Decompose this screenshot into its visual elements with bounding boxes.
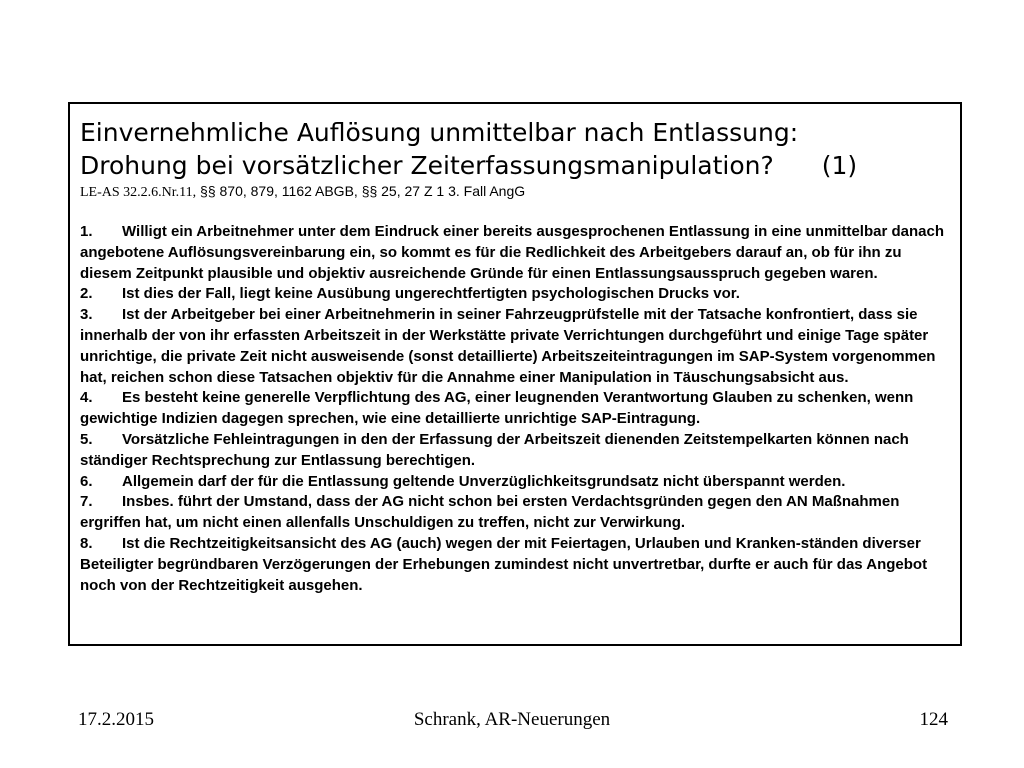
title-line-2 — [80, 149, 950, 182]
point-item — [80, 305, 950, 388]
title-line-2-text: Drohung bei vorsätzlicher Zeiterfassungsmanipulation? — [80, 151, 774, 180]
point-number: 4. — [80, 389, 93, 407]
point-item — [80, 388, 950, 430]
point-number: 7. — [80, 493, 93, 511]
slide-title — [80, 116, 950, 182]
point-item — [80, 534, 950, 596]
point-number: 8. — [80, 534, 93, 552]
point-item — [80, 472, 950, 493]
legal-citation — [80, 182, 950, 202]
point-text: Allgemein darf der für die Entlassung geltende Unverzüglichkeitsgrundsatz nicht überspannt werden. — [122, 472, 846, 490]
footer-page-number: 124 — [919, 709, 948, 730]
footer-date: 17.2.2015 — [78, 709, 154, 730]
citation-statutes: §§ 870, 879, 1162 ABGB, §§ 25, 27 Z 1 3. Fall AngG — [196, 183, 526, 199]
point-text: Willigt ein Arbeitnehmer unter dem Eindruck einer bereits ausgesprochenen Entlassung in eine unmittelbar danach angebotene Auflösungsvereinbarung ein, so kommt es für die Redlichkeit des Arbeitgebers darauf an, ob für ihn zu diesem Zeitpunkt plausible und objektiv ausreichende Gründe für einen Entlassungsausspruch gegeben waren. — [80, 223, 944, 282]
point-text: Ist dies der Fall, liegt keine Ausübung ungerechtfertigten psychologischen Drucks vor. — [122, 285, 740, 303]
point-item — [80, 284, 950, 305]
point-text: Insbes. führt der Umstand, dass der AG nicht schon bei ersten Verdachtsgründen gegen den AN Maßnahmen ergriffen hat, um nicht einen allenfalls Unschuldigen zu treffen, nicht zur Verwirkung. — [80, 493, 900, 532]
point-item — [80, 430, 950, 472]
point-item — [80, 492, 950, 534]
point-text: Ist die Rechtzeitigkeitsansicht des AG (auch) wegen der mit Feiertagen, Urlauben und Kranken-ständen diverser Beteiligter begründbaren Verzögerungen der Erhebungen zumindest nicht unvertretbar, durfte er auch für das Angebot noch von der Rechtzeitigkeit ausgehen. — [80, 534, 928, 594]
title-number: (1) — [821, 151, 858, 180]
point-number: 5. — [80, 430, 93, 448]
points-list — [80, 222, 950, 596]
point-number: 6. — [80, 472, 93, 490]
citation-reference: LE-AS 32.2.6.Nr.11, — [80, 185, 197, 200]
point-number: 3. — [80, 306, 93, 324]
point-text: Vorsätzliche Fehleintragungen in den der Erfassung der Arbeitszeit dienenden Zeitstempelkarten können nach ständiger Rechtsprechung zur Entlassung berechtigen. — [80, 430, 909, 469]
title-line-1: Einvernehmliche Auflösung unmittelbar nach Entlassung: — [80, 118, 799, 147]
footer-author: Schrank, AR-Neuerungen — [413, 709, 611, 730]
point-text: Ist der Arbeitgeber bei einer Arbeitnehmerin in seiner Fahrzeugprüfstelle mit der Tatsache konfrontiert, dass sie innerhalb der von ihr erfassten Arbeitszeit in der Werkstätte private Verrichtungen durchgeführt und einige Tage später unrichtige, die private Zeit nicht ausweisende (sonst detaillierte) Arbeitszeiteintragungen im SAP-System vorgenommen hat, reichen schon diese Tatsachen objektiv für die Annahme einer Manipulation in Täuschungsabsicht aus. — [80, 306, 936, 386]
point-text: Es besteht keine generelle Verpflichtung des AG, einer leugnenden Verantwortung Glauben zu schenken, wenn gewichtige Indizien dagegen sprechen, wie eine detaillierte unrichtige SAP-Eintragung. — [80, 389, 914, 428]
point-item — [80, 222, 950, 284]
point-number: 2. — [80, 285, 93, 303]
slide-content-box — [68, 102, 962, 646]
point-number: 1. — [80, 223, 93, 240]
